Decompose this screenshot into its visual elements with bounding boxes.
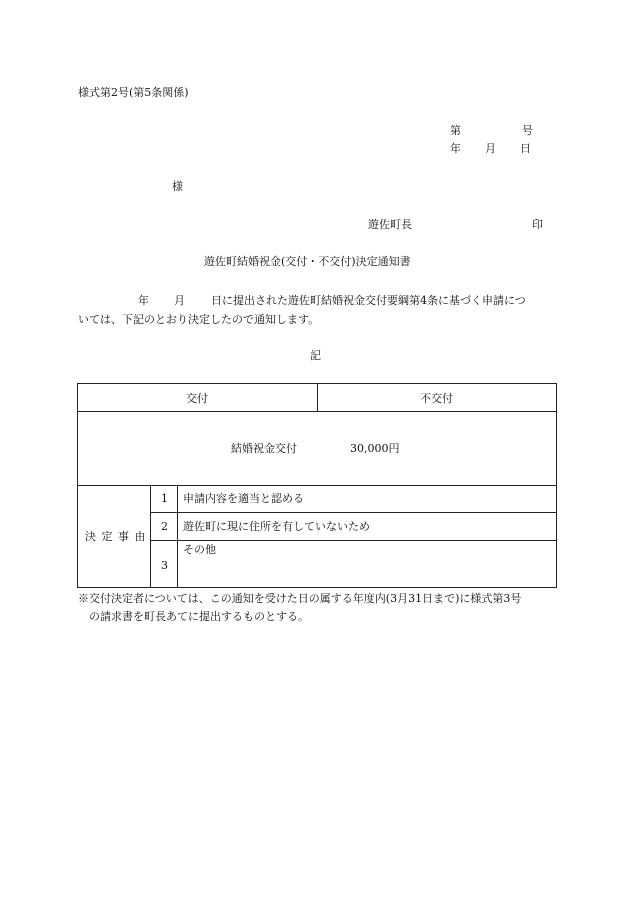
reason-row-divider-1: [150, 512, 556, 513]
reason-text: その他: [183, 543, 216, 556]
body-line1: 日に提出された遊佐町結婚祝金交付要綱第4条に基づく申請につ: [211, 294, 526, 307]
body-year: 年: [138, 294, 149, 307]
header-column-divider: [317, 384, 318, 411]
body-line2: いては、下記のとおり決定したので通知します。: [78, 313, 320, 326]
date-month: 月: [485, 142, 496, 155]
ki-mark: 記: [310, 349, 321, 362]
note-line1: ※交付決定者については、この通知を受けた日の属する年度内(3月31日まで)に様式第3号: [78, 592, 522, 605]
reason-text: 申請内容を適当と認める: [183, 492, 304, 505]
reason-text: 遊佐町に現に住所を有していないため: [183, 520, 370, 533]
reason-number: 1: [161, 492, 168, 505]
reason-number-divider: [177, 485, 178, 587]
reason-label-divider: [150, 485, 151, 587]
issuer-name: 遊佐町長: [368, 218, 412, 231]
seal-mark: 印: [532, 218, 543, 231]
doc-number-prefix: 第: [450, 124, 461, 137]
reason-label: 決 定 事 由: [85, 530, 147, 543]
date-year: 年: [450, 142, 461, 155]
document-title: 遊佐町結婚祝金(交付・不交付)決定通知書: [204, 255, 411, 268]
column-grant: 交付: [186, 392, 208, 405]
note-line2: の請求書を町長あてに提出するものとする。: [89, 610, 309, 623]
date-day: 日: [520, 142, 531, 155]
grant-amount: 30,000円: [350, 442, 400, 455]
reason-number: 3: [161, 559, 168, 572]
reason-number: 2: [161, 520, 168, 533]
header-divider: [78, 411, 556, 412]
grant-item-label: 結婚祝金交付: [231, 442, 297, 455]
form-number: 様式第2号(第5条関係): [78, 86, 189, 99]
column-no-grant: 不交付: [420, 392, 453, 405]
addressee-honorific: 様: [172, 180, 183, 193]
reason-row-divider-2: [150, 540, 556, 541]
decision-table: [77, 383, 557, 588]
doc-number-suffix: 号: [522, 124, 533, 137]
body-month: 月: [174, 294, 185, 307]
